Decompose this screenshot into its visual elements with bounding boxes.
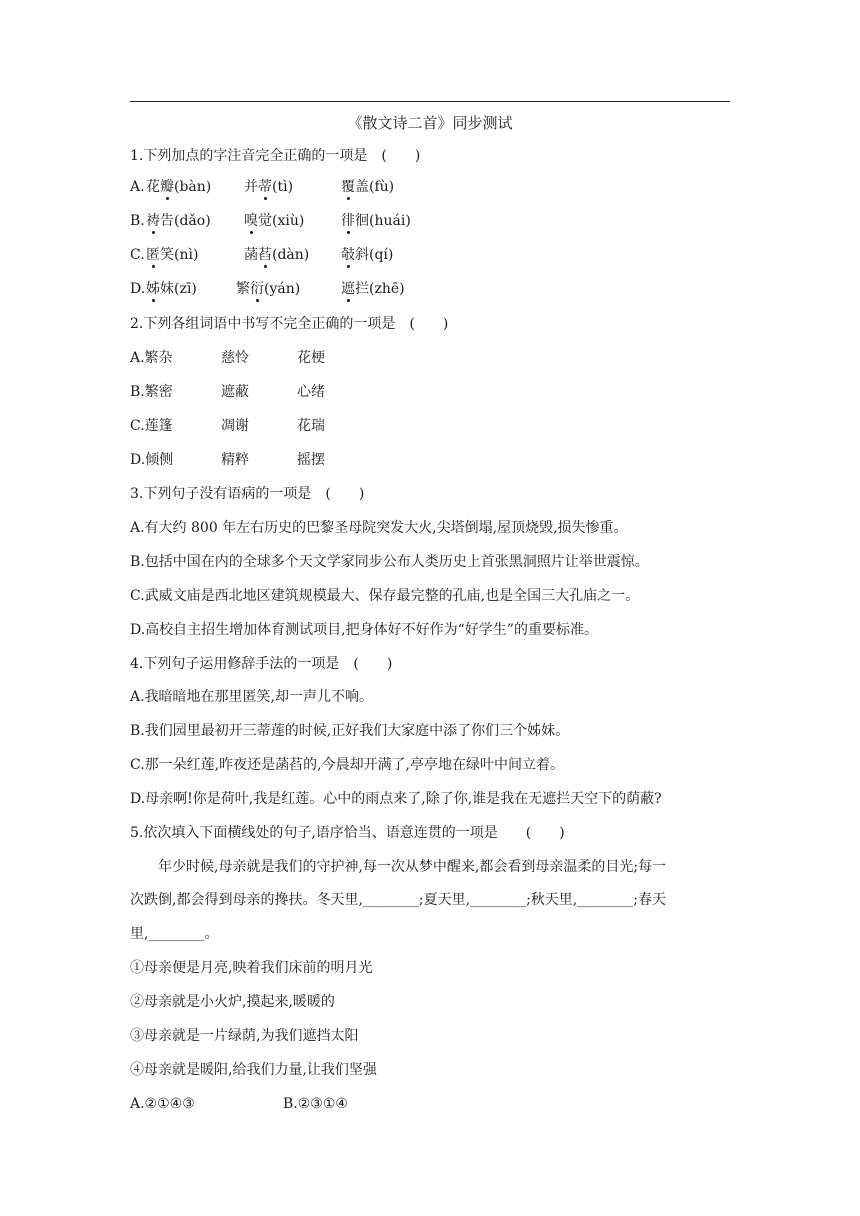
dotted-char: 攲 [341,247,355,263]
option-word: 菡萏(dàn) [244,247,310,263]
dotted-char: 蒂 [258,179,272,195]
q3-option-c: C.武威文庙是西北地区建筑规模最大、保存最完整的孔庙,也是全国三大孔庙之一。 [130,588,640,604]
q2-option-b-word3: 心绪 [297,384,325,400]
dotted-char: 衍 [250,281,264,297]
q2-option-b-word1: B.繁密 [130,384,173,400]
dotted-char: 瓣 [160,179,174,195]
dotted-char: 遮 [341,281,355,297]
option-word: 遮拦(zhē) [341,281,405,297]
q5-item-3: ③母亲就是一片绿荫,为我们遮挡太阳 [130,1028,359,1044]
option-word: 覆盖(fù) [341,179,395,195]
q4-option-d: D.母亲啊!你是荷叶,我是红莲。心中的雨点来了,除了你,谁是我在无遮拦天空下的荫蔽? [130,791,662,807]
q5-stem: 5.依次填入下面横线处的句子,语序恰当、语意连贯的一项是 ( ) [130,825,565,841]
option-word: 徘徊(huái) [341,213,411,229]
q2-option-a-word1: A.繁杂 [130,350,173,366]
dotted-char: 萏 [258,247,272,263]
option-word: 并蒂(tì) [244,179,294,195]
q2-option-a-word3: 花梗 [297,350,325,366]
q4-option-b: B.我们园里最初开三蒂莲的时候,正好我们大家庭中添了你们三个姊妹。 [130,723,570,739]
header-rule [130,101,730,102]
option-word: 祷告(dǎo) [146,213,211,229]
q3-option-b: B.包括中国在内的全球多个天文学家同步公布人类历史上首张黑洞照片让举世震惊。 [130,554,649,570]
q5-item-1: ①母亲便是月亮,映着我们床前的明月光 [130,960,373,976]
dotted-char: 嗅 [244,213,258,229]
option-label: D. [130,281,146,297]
option-word: 匿笑(nì) [146,247,199,263]
q1-stem: 1.下列加点的字注音完全正确的一项是 ( ) [130,148,421,164]
q4-stem: 4.下列句子运用修辞手法的一项是 ( ) [130,656,393,672]
option-word: 攲斜(qí) [341,247,394,263]
q5-passage-line2: 次跌倒,都会得到母亲的搀扶。冬天里,________;夏天里,________;秋天里,________;春天 [130,892,666,908]
option-label: C. [130,247,145,263]
q2-option-c-word1: C.莲篷 [130,418,173,434]
option-word: 嗅觉(xiù) [244,213,305,229]
option-label: B. [130,213,145,229]
q5-choice-a: A.②①④③ [130,1096,195,1112]
option-word: 花瓣(bàn) [146,179,212,195]
q2-option-d-word3: 摇摆 [297,452,325,468]
option-word: 姊妹(zī) [146,281,197,297]
page-title: 《散文诗二首》同步测试 [347,114,513,132]
option-label: A. [130,179,145,195]
q2-stem: 2.下列各组词语中书写不完全正确的一项是 ( ) [130,316,449,332]
dotted-char: 姊 [146,281,160,297]
q5-choice-b: B.②③①④ [283,1096,348,1112]
q2-option-d-word1: D.倾侧 [130,452,174,468]
q5-passage-line3: 里,________。 [130,926,219,942]
q2-option-b-word2: 遮蔽 [221,384,249,400]
q4-option-c: C.那一朵红莲,昨夜还是菡萏的,今晨却开满了,亭亭地在绿叶中间立着。 [130,757,565,773]
q5-item-4: ④母亲就是暖阳,给我们力量,让我们坚强 [130,1062,377,1078]
q3-stem: 3.下列句子没有语病的一项是 ( ) [130,486,365,502]
dotted-char: 匿 [146,247,160,263]
option-word: 繁衍(yán) [236,281,301,297]
dotted-char: 覆 [341,179,355,195]
dotted-char: 徘 [341,213,355,229]
q2-option-a-word2: 慈怜 [221,350,249,366]
dotted-char: 祷 [146,213,160,229]
q2-option-c-word2: 凋谢 [221,418,249,434]
q3-option-d: D.高校自主招生增加体育测试项目,把身体好不好作为“好学生”的重要标准。 [130,622,598,638]
q5-item-2: ②母亲就是小火炉,摸起来,暖暖的 [130,994,335,1010]
q2-option-d-word2: 精粹 [221,452,249,468]
q5-passage-line1: 年少时候,母亲就是我们的守护神,每一次从梦中醒来,都会看到母亲温柔的目光;每一 [130,859,667,875]
q4-option-a: A.我暗暗地在那里匿笑,却一声儿不响。 [130,689,374,705]
q3-option-a: A.有大约 800 年左右历史的巴黎圣母院突发大火,尖塔倒塌,屋顶烧毁,损失惨重。 [130,520,628,536]
q2-option-c-word3: 花瑞 [297,418,325,434]
